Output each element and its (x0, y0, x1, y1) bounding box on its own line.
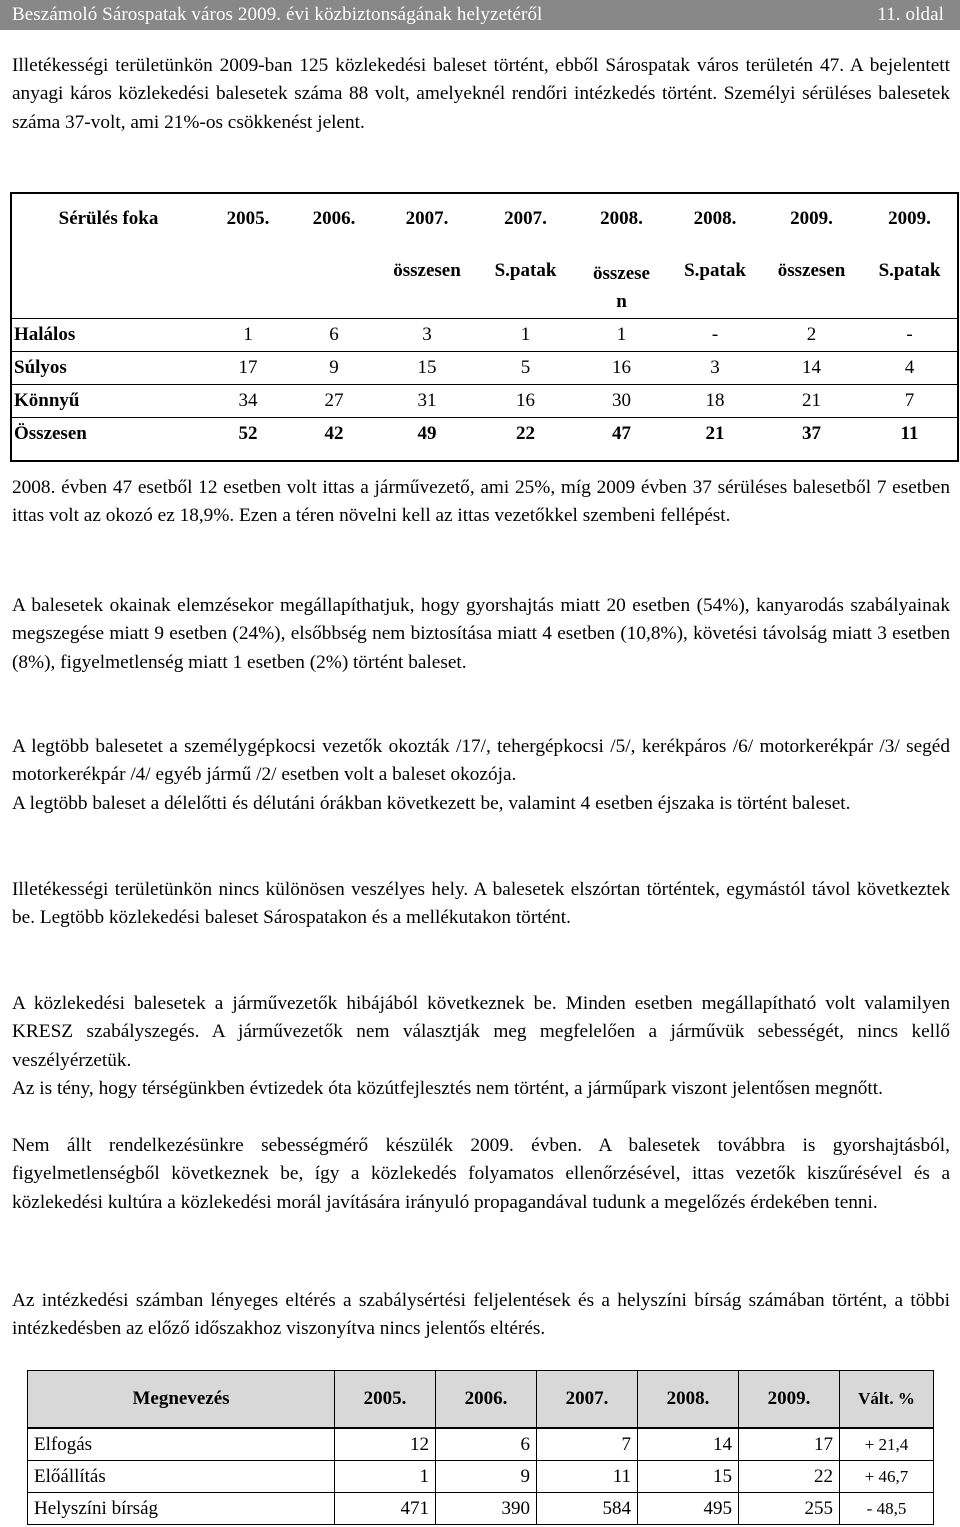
column-header: 2009. (739, 1371, 840, 1429)
table-cell: 11 (900, 422, 919, 444)
row-label: Halálos (12, 318, 205, 351)
year-header: 2007. (405, 208, 449, 229)
table-cell: 471 (335, 1493, 436, 1525)
column-header: 2007. (537, 1371, 638, 1429)
table-cell: 34 (205, 384, 291, 417)
table-row (28, 1461, 934, 1493)
table-cell: - (862, 318, 957, 351)
table-cell: 17 (739, 1428, 840, 1461)
year-header: 2009. (790, 208, 833, 229)
table-cell: 21 (705, 422, 725, 444)
change-cell: + 46,7 (840, 1461, 934, 1493)
column-header: 2006. (436, 1371, 537, 1429)
row-label: Súlyos (12, 351, 205, 384)
table-cell: 16 (477, 384, 574, 417)
table-cell: 6 (291, 318, 377, 351)
row-label: Előállítás (28, 1461, 335, 1493)
paragraph-vehicles: A legtöbb balesetet a személygépkocsi vezetők okozták /17/, tehergépkocsi /5/, kerékpáros /6/ motorkerékpár /3/ segéd motorkerékpár /4/ egyéb jármű /2/ esetben volt a baleset okozója. (12, 736, 950, 786)
empty-cell (291, 248, 377, 318)
table-cell: 12 (335, 1428, 436, 1461)
table-cell: 2 (761, 318, 862, 351)
table-cell: 7 (862, 384, 957, 417)
measures-table (27, 1370, 934, 1525)
column-header: Megnevezés (28, 1371, 335, 1429)
year-header: 2007. (504, 208, 547, 229)
paragraph-measures: Az intézkedési számban lényeges eltérés a szabálysértési feljelentések és a helyszíni bírság számában történt, a többi intézkedésben az előző időszakhoz viszonyítva nincs jelentős eltérés. (12, 1290, 950, 1340)
table-cell: 584 (537, 1493, 638, 1525)
table-cell: 1 (335, 1461, 436, 1493)
table-cell: 14 (638, 1428, 739, 1461)
table-cell: 52 (238, 422, 258, 444)
sub-header: S.patak (669, 248, 761, 318)
table-row (12, 318, 957, 351)
sub-header: összesen (377, 248, 477, 318)
page-number: 11. oldal (877, 4, 944, 25)
table-cell: 15 (377, 351, 477, 384)
injury-header-label: Sérülés foka (58, 208, 159, 229)
paragraph-driver-faults: A közlekedési balesetek a járművezetők hibájából következnek be. Minden esetben megállapítható volt valamilyen KRESZ szabályszegés. A járművezetők nem választják meg megfelelően a járművük sebességét, nincs kellő veszélyérzetük. (12, 993, 950, 1071)
table-cell: 4 (862, 351, 957, 384)
table-row (12, 351, 957, 384)
empty-cell (12, 248, 205, 318)
injury-table (10, 192, 959, 462)
row-label: Helyszíni bírság (28, 1493, 335, 1525)
paragraph-intro: Illetékességi területünkön 2009-ban 125 közlekedési baleset történt, ebből Sárospatak város területén 47. A bejelentett anyagi káros közlekedési balesetek száma 88 volt, amelyeknél rendőri intézkedés történt. Személyi sérüléses balesetek száma 37-volt, ami 21%-os csökkenést jelent. (12, 55, 950, 133)
table-cell: 3 (377, 318, 477, 351)
table-cell: 11 (537, 1461, 638, 1493)
table-cell: 49 (417, 422, 437, 444)
table-cell: - (669, 318, 761, 351)
paragraph-dangerous-places: Illetékességi területünkön nincs különösen veszélyes hely. A balesetek elszórtan történtek, egymástól távol következtek be. Legtöbb közlekedési baleset Sárospatakon és a mellékutakon történt. (12, 879, 950, 929)
table-cell: 6 (436, 1428, 537, 1461)
table-cell: 1 (477, 318, 574, 351)
paragraph-drunk-driving: 2008. évben 47 esetből 12 esetben volt ittas a járművezető, ami 25%, míg 2009 évben 37 sérüléses balesetből 7 esetben ittas volt az okozó ez 18,9%. Ezen a téren növelni kell az ittas vezetőkkel szembeni fellépést. (12, 477, 950, 527)
table-cell: 31 (377, 384, 477, 417)
table-cell: 14 (761, 351, 862, 384)
table-cell: 5 (477, 351, 574, 384)
empty-cell (205, 248, 291, 318)
table-cell: 1 (205, 318, 291, 351)
table-cell: 17 (205, 351, 291, 384)
table-cell: 1 (574, 318, 669, 351)
sub-header: S.patak (862, 248, 957, 318)
table-cell: 495 (638, 1493, 739, 1525)
page-header (6, 0, 950, 30)
year-header: 2005. (226, 208, 270, 229)
table-row (12, 417, 957, 450)
table-row (28, 1428, 934, 1461)
table-cell: 42 (324, 422, 344, 444)
row-label: Összesen (14, 422, 87, 444)
year-header: 2008. (693, 208, 737, 229)
year-header: 2008. (600, 208, 643, 229)
table-cell: 22 (516, 422, 535, 444)
table-row (12, 384, 957, 417)
table-cell: 390 (436, 1493, 537, 1525)
paragraph-time-of-day: A legtöbb baleset a délelőtti és délutáni órákban következett be, valamint 4 esetben éjszaka is történt baleset. (12, 793, 851, 814)
table-row (28, 1493, 934, 1525)
table-cell: 15 (638, 1461, 739, 1493)
table-cell: 30 (574, 384, 669, 417)
table-cell: 22 (739, 1461, 840, 1493)
row-label: Könnyű (12, 384, 205, 417)
sub-header: S.patak (477, 248, 574, 318)
table-cell: 16 (574, 351, 669, 384)
table-cell: 37 (802, 422, 821, 444)
column-header: Vált. % (840, 1371, 934, 1429)
table-cell: 3 (669, 351, 761, 384)
document-title: Beszámoló Sárospatak város 2009. évi közbiztonságának helyzetéről (12, 4, 543, 25)
table-cell: 21 (761, 384, 862, 417)
table-cell: 255 (739, 1493, 840, 1525)
column-header: 2008. (638, 1371, 739, 1429)
paragraph-road-development: Az is tény, hogy térségünkben évtizedek óta közútfejlesztés nem történt, a járműpark viszont jelentősen megnőtt. (12, 1078, 883, 1099)
paragraph-causes: A balesetek okainak elemzésekor megállapíthatjuk, hogy gyorshajtás miatt 20 esetben (54%), kanyarodás szabályainak megszegése miatt 9 esetben (24%), elsőbbség nem biztosítása miatt 4 esetben (10,8%), követési távolság miatt 3 esetben (8%), figyelmetlenség miatt 1 esetben (2%) történt baleset. (12, 595, 950, 673)
table-cell: 9 (291, 351, 377, 384)
year-header: 2009. (888, 208, 931, 229)
table-cell: 18 (669, 384, 761, 417)
table-cell: 9 (436, 1461, 537, 1493)
table-header-row (28, 1371, 934, 1429)
change-cell: + 21,4 (840, 1428, 934, 1461)
sub-header: összesen (761, 248, 862, 318)
table-cell: 27 (291, 384, 377, 417)
table-cell: 7 (537, 1428, 638, 1461)
sub-header: összese n (574, 248, 669, 318)
year-header: 2006. (312, 208, 356, 229)
row-label: Elfogás (28, 1428, 335, 1461)
table-cell: 47 (612, 422, 631, 444)
paragraph-prevention: Nem állt rendelkezésünkre sebességmérő készülék 2009. évben. A balesetek továbbra is gyorshajtásból, figyelmetlenségből következnek be, így a közlekedés folyamatos ellenőrzésével, ittas vezetők kiszűrésével és a közlekedési kultúra a közlekedési morál javítására irányuló propagandával tudunk a megelőzés érdekében tenni. (12, 1135, 950, 1213)
column-header: 2005. (335, 1371, 436, 1429)
change-cell: - 48,5 (840, 1493, 934, 1525)
